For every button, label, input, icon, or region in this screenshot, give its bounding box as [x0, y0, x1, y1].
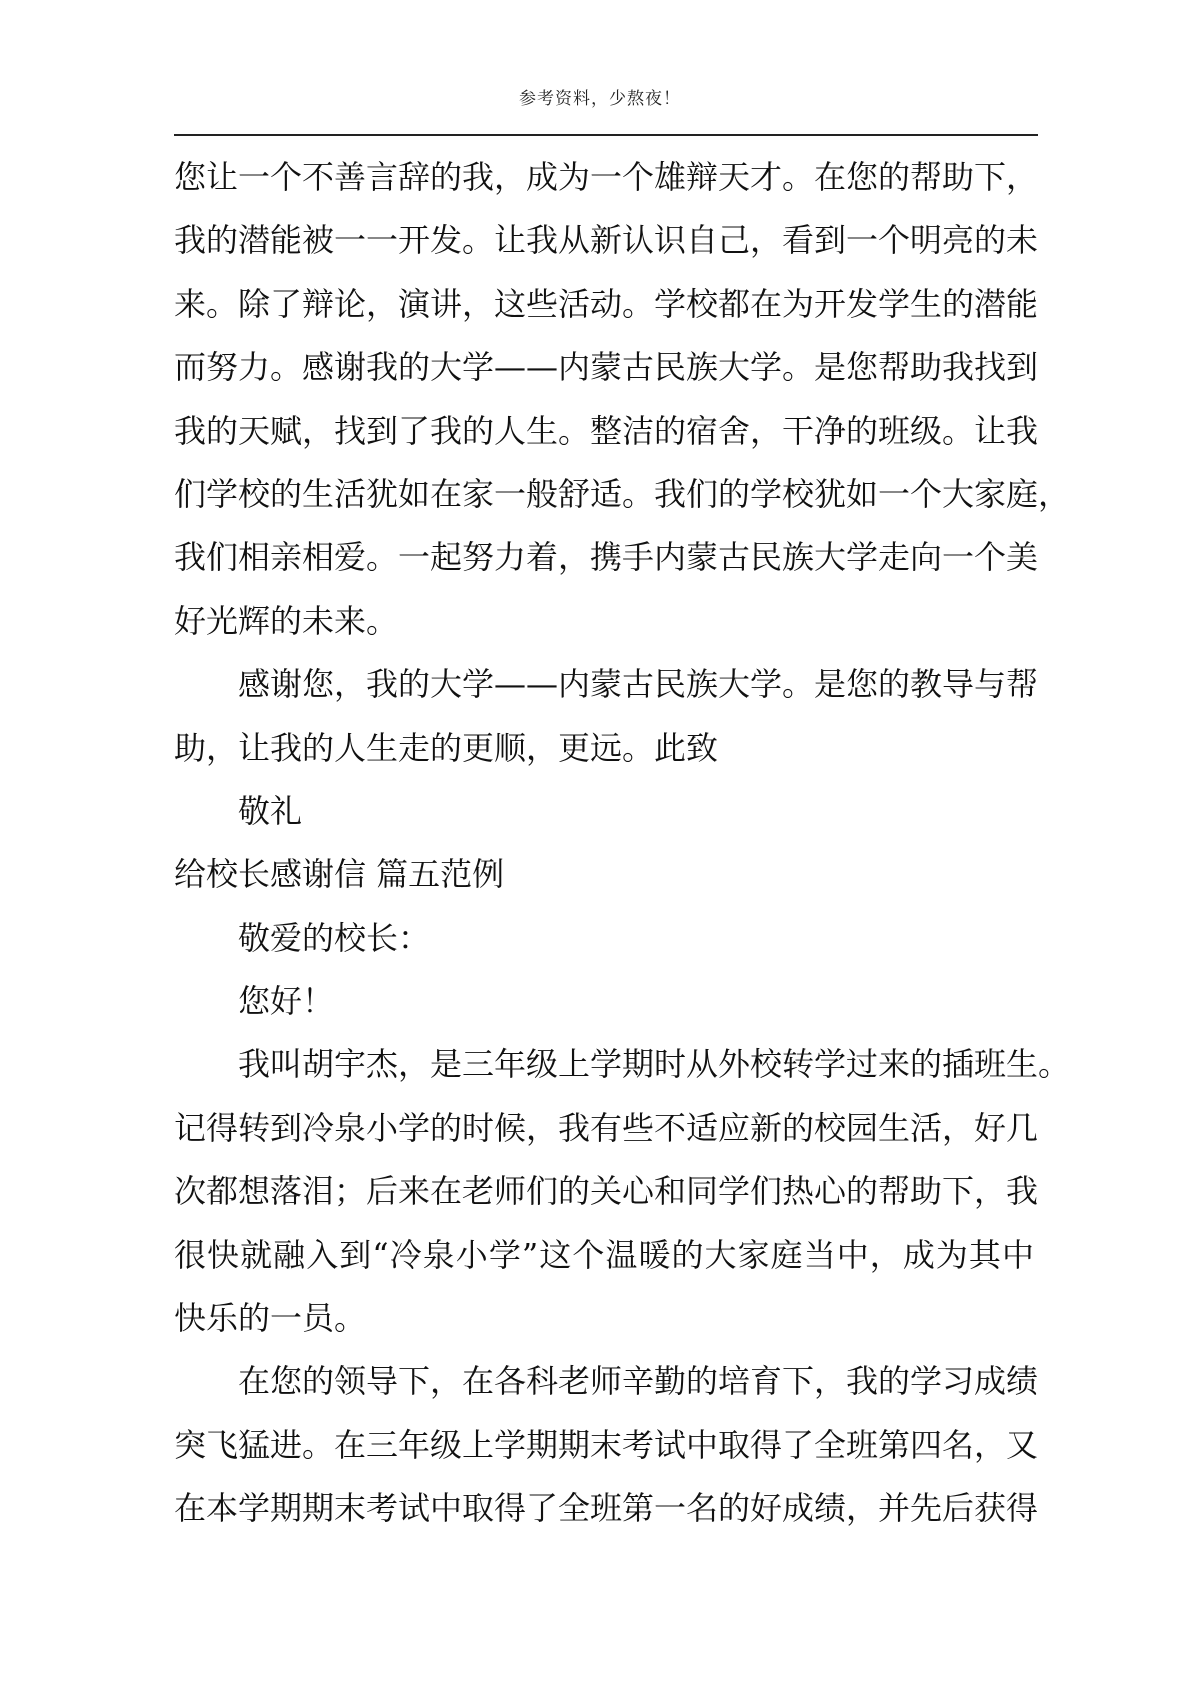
text-line: 我的潜能被一一开发。让我从新认识自己，看到一个明亮的未	[174, 221, 1039, 260]
text-line: 助，让我的人生走的更顺，更远。此致	[174, 728, 719, 767]
text-line: 次都想落泪；后来在老师们的关心和同学们热心的帮助下，我	[174, 1172, 1039, 1211]
text-line: 而努力。感谢我的大学——内蒙古民族大学。是您帮助我找到	[174, 348, 1039, 387]
text-line: 敬礼	[238, 791, 303, 830]
document-body	[174, 146, 1071, 1541]
page-header: 参考资料，少熬夜！	[519, 89, 681, 109]
text-line: 您让一个不善言辞的我，成为一个雄辩天才。在您的帮助下，	[174, 158, 1039, 196]
text-line: 很快就融入到“冷泉小学”这个温暖的大家庭当中，成为其中	[174, 1235, 1034, 1274]
text-line: 我的天赋，找到了我的人生。整洁的宿舍，干净的班级。让我	[174, 411, 1039, 450]
text-line: 感谢您，我的大学——内蒙古民族大学。是您的教导与帮	[238, 665, 1039, 704]
text-line: 快乐的一员。	[174, 1299, 367, 1338]
header-divider	[174, 134, 1038, 136]
text-line: 来。除了辩论，演讲，这些活动。学校都在为开发学生的潜能	[174, 284, 1039, 323]
text-line: 敬爱的校长：	[238, 918, 431, 957]
text-line: 在您的领导下，在各科老师辛勤的培育下，我的学习成绩	[238, 1362, 1039, 1401]
text-line: 好光辉的未来。	[174, 601, 399, 640]
text-line: 我们相亲相爱。一起努力着，携手内蒙古民族大学走向一个美	[174, 538, 1039, 577]
text-line: 突飞猛进。在三年级上学期期末考试中取得了全班第四名，又	[174, 1425, 1039, 1464]
text-line: 您好！	[238, 982, 335, 1021]
text-line: 在本学期期末考试中取得了全班第一名的好成绩，并先后获得	[174, 1489, 1039, 1528]
text-line: 我叫胡宇杰，是三年级上学期时从外校转学过来的插班生。	[238, 1045, 1071, 1084]
text-line: 们学校的生活犹如在家一般舒适。我们的学校犹如一个大家庭，	[174, 474, 1071, 513]
text-line: 记得转到冷泉小学的时候，我有些不适应新的校园生活，好几	[174, 1108, 1039, 1147]
section-heading: 给校长感谢信 篇五范例	[174, 855, 505, 894]
